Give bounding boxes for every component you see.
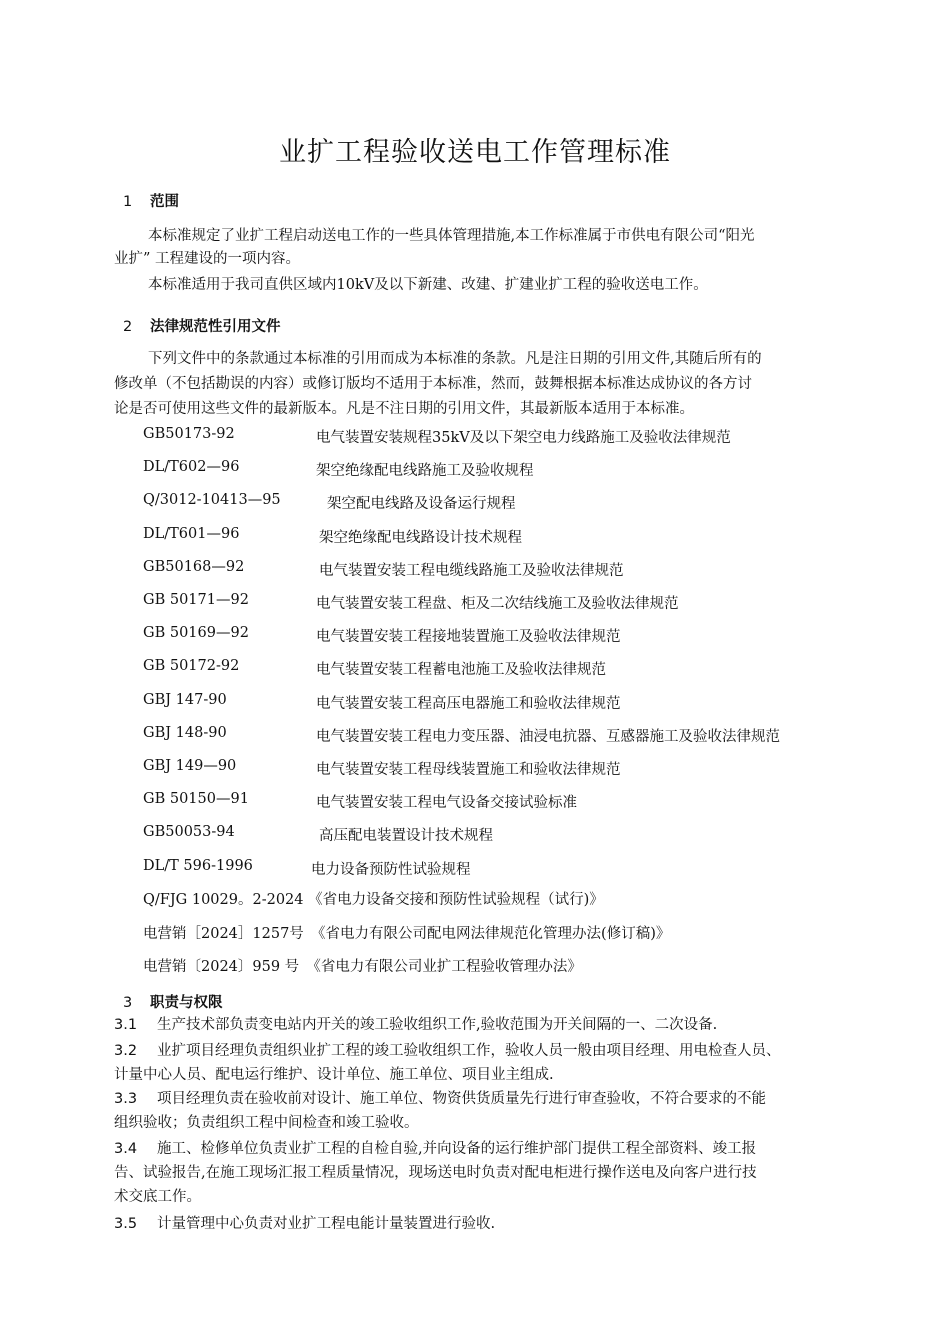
reference-name: 电气装置安装工程高压电器施工和验收法律规范 [316, 696, 621, 712]
section-number: 3 [123, 995, 133, 1011]
section-title: 职责与权限 [150, 995, 223, 1011]
scope-paragraph-line: 本标准规定了业扩工程启动送电工作的一些具体管理措施,本工作标准属于市供电有限公司“阳光 [148, 228, 755, 244]
reference-name: 电气装置安装工程蓄电池施工及验收法律规范 [316, 662, 606, 678]
scope-paragraph-line: 本标准适用于我司直供区域内10kV及以下新建、改建、扩建业扩工程的验收送电工作。 [148, 277, 708, 293]
section-title: 范围 [150, 194, 179, 210]
reference-code: GBJ 147-90 [143, 692, 227, 708]
duty-line-continued: 计量中心人员、配电运行维护、设计单位、施工单位、项目业主组成. [114, 1067, 554, 1083]
reference-code: DL/T602—96 [143, 459, 240, 475]
reference-extra-line: Q/FJG 10029。2-2024 《省电力设备交接和预防性试验规程（试行)》 [143, 892, 604, 908]
reference-code: DL/T 596-1996 [143, 858, 253, 874]
duty-item-3-5 [114, 1214, 495, 1234]
duty-item-3-3 [114, 1089, 766, 1109]
duty-item-3-1 [114, 1015, 717, 1035]
references-intro-line: 论是否可使用这些文件的最新版本。凡是不注日期的引用文件，其最新版本适用于本标准。 [114, 401, 694, 417]
document-title: 业扩工程验收送电工作管理标准 [279, 137, 671, 168]
reference-code: GB 50171—92 [143, 592, 249, 608]
reference-extra-line: 电营销〔2024〕959 号 《省电力有限公司业扩工程验收管理办法》 [143, 959, 582, 975]
reference-name: 电气装置安装工程电气设备交接试验标准 [316, 795, 577, 811]
reference-name: 电气装置安装规程35kV及以下架空电力线路施工及验收法律规范 [316, 430, 731, 446]
duty-number: 3.3 [114, 1091, 138, 1107]
duty-line-continued: 组织验收；负责组织工程中间检查和竣工验收。 [114, 1115, 419, 1131]
reference-name: 电气装置安装工程盘、柜及二次结线施工及验收法律规范 [316, 596, 679, 612]
duty-line: 施工、检修单位负责业扩工程的自检自验,并向设备的运行维护部门提供工程全部资料、竣工报 [157, 1141, 757, 1157]
duty-line: 计量管理中心负责对业扩工程电能计量装置进行验收. [157, 1216, 496, 1232]
reference-code: GB50053-94 [143, 824, 235, 840]
reference-code: GB 50169—92 [143, 625, 249, 641]
references-intro-line: 修改单（不包括勘误的内容）或修订版均不适用于本标准，然而，鼓舞根据本标准达成协议的各方讨 [114, 376, 752, 392]
reference-extra-line: 电营销［2024］1257号 《省电力有限公司配电网法律规范化管理办法(修订稿)》 [143, 926, 671, 942]
duty-number: 3.2 [114, 1043, 138, 1059]
duty-item-3-4 [114, 1139, 756, 1159]
section-heading-duties [123, 991, 223, 1012]
duty-line: 生产技术部负责变电站内开关的竣工验收组织工作,验收范围为开关间隔的一、二次设备. [157, 1017, 718, 1033]
scope-paragraph-line: 业扩” 工程建设的一项内容。 [114, 251, 301, 267]
duty-number: 3.1 [114, 1017, 138, 1033]
section-number: 2 [123, 319, 133, 335]
duty-number: 3.5 [114, 1216, 138, 1232]
reference-code: GB50173-92 [143, 426, 235, 442]
section-heading-references [123, 315, 281, 336]
references-intro-line: 下列文件中的条款通过本标准的引用而成为本标准的条款。凡是注日期的引用文件,其随后所有的 [148, 351, 762, 367]
duty-line-continued: 术交底工作。 [114, 1189, 201, 1205]
reference-name: 高压配电装置设计技术规程 [319, 828, 493, 844]
duty-line: 项目经理负责在验收前对设计、施工单位、物资供货质量先行进行审查验收，不符合要求的不能 [157, 1091, 766, 1107]
reference-code: GB 50150—91 [143, 791, 249, 807]
section-number: 1 [123, 194, 133, 210]
reference-code: GBJ 149—90 [143, 758, 237, 774]
reference-name: 电气装置安装工程电力变压器、油浸电抗器、互感器施工及验收法律规范 [316, 729, 780, 745]
duty-item-3-2 [114, 1041, 781, 1061]
reference-code: GBJ 148-90 [143, 725, 227, 741]
reference-name: 电气装置安装工程接地装置施工及验收法律规范 [316, 629, 621, 645]
section-heading-scope [123, 190, 179, 211]
reference-name: 电气装置安装工程母线装置施工和验收法律规范 [316, 762, 621, 778]
reference-code: Q/3012-10413—95 [143, 492, 281, 508]
reference-code: GB50168—92 [143, 559, 245, 575]
reference-name: 架空配电线路及设备运行规程 [327, 496, 516, 512]
reference-name: 架空绝缘配电线路设计技术规程 [319, 530, 522, 546]
reference-name: 电气装置安装工程电缆线路施工及验收法律规范 [319, 563, 624, 579]
duty-line: 业扩项目经理负责组织业扩工程的竣工验收组织工作，验收人员一般由项目经理、用电检查人员、 [157, 1043, 781, 1059]
reference-code: GB 50172-92 [143, 658, 240, 674]
reference-name: 电力设备预防性试验规程 [311, 862, 471, 878]
section-title: 法律规范性引用文件 [150, 319, 281, 335]
reference-code: DL/T601—96 [143, 526, 240, 542]
duty-number: 3.4 [114, 1141, 138, 1157]
reference-name: 架空绝缘配电线路施工及验收规程 [316, 463, 534, 479]
duty-line-continued: 告、试验报告,在施工现场汇报工程质量情况，现场送电时负责对配电柜进行操作送电及向客户进行技 [114, 1165, 757, 1181]
